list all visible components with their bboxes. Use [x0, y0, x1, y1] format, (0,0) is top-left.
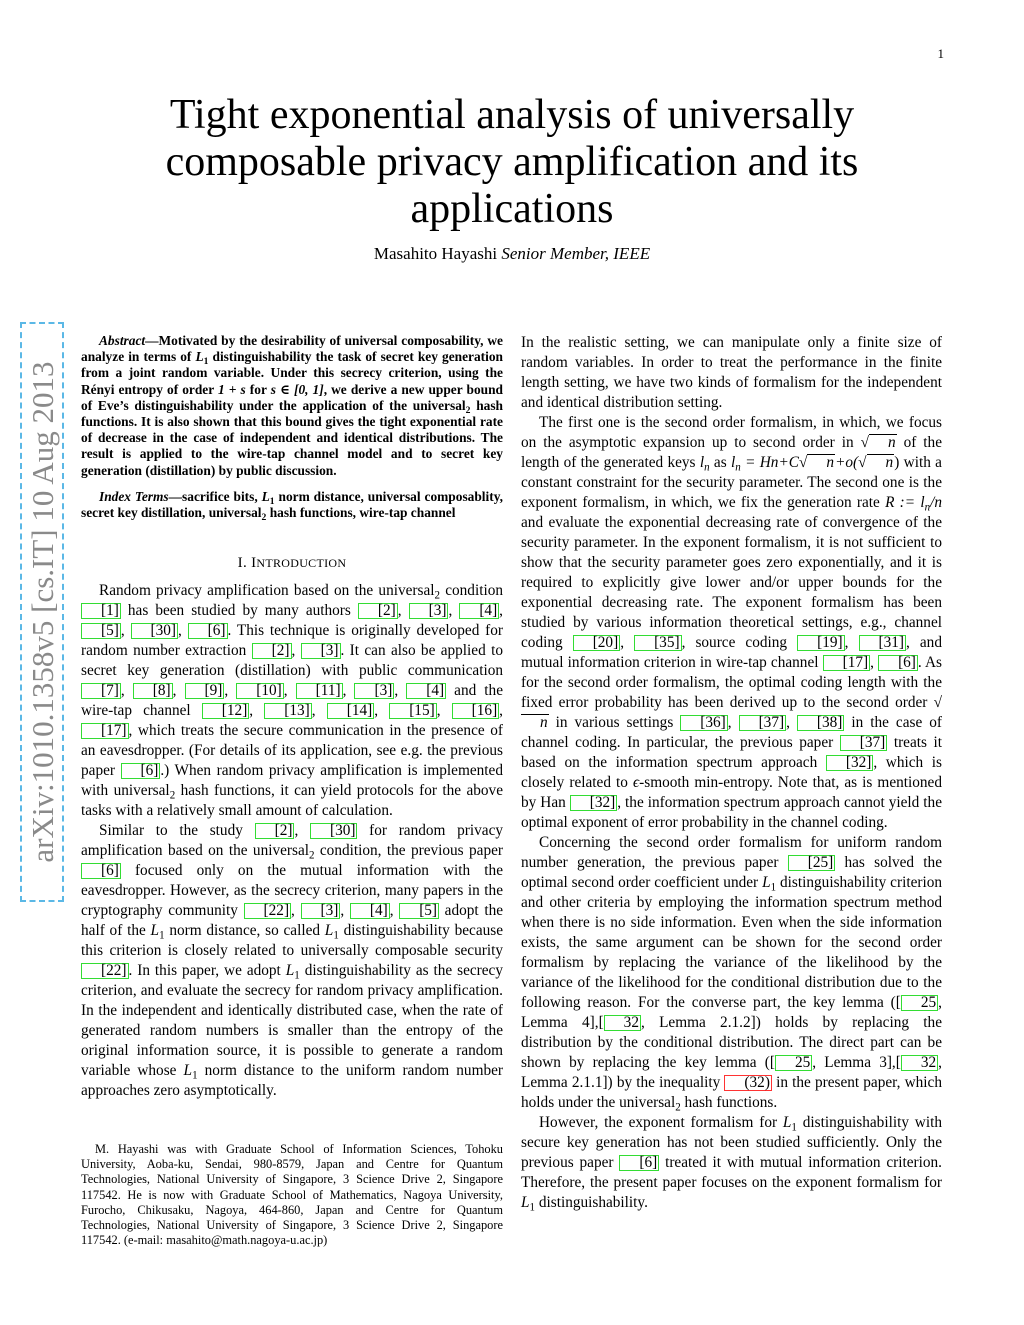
math-L1: L [261, 488, 270, 504]
text: hash functions, it can yield protocols for the above tasks with a relatively small amount of calculation. [81, 782, 503, 820]
citation-link[interactable]: [32] [570, 795, 618, 811]
text: has solved the optimal second order coefficient under [521, 854, 942, 891]
citation-link[interactable]: [4] [459, 603, 499, 619]
citation-link[interactable]: [3] [301, 903, 341, 919]
citation-link[interactable]: [35] [634, 635, 682, 651]
text: adopt the half of the [81, 902, 504, 940]
citation-link[interactable]: [5] [399, 903, 439, 919]
abstract-text: hash functions. It is also shown that this bound gives the tight exponential rate of decrease in the case of independent and identical distributions. The result is applied to the wire-tap channel model and to secret key generation (distillation) by public discussion. [81, 397, 503, 478]
abstract-text: for [245, 381, 271, 397]
citation-link[interactable]: [7] [81, 683, 121, 699]
citation-link[interactable]: [3] [301, 643, 341, 659]
text: [ [895, 994, 901, 1011]
citation-link[interactable]: [10] [236, 683, 284, 699]
index-terms [81, 489, 503, 521]
text: , Lemma 2.1.1]) [521, 1054, 942, 1091]
abstract-text: —Motivated by the desirability of universal composability, we analyze in terms of [81, 333, 503, 365]
text: focused only on the mutual information with the eavesdropper. However, as the secrecy criterion, many papers in the cryptography community [81, 862, 503, 920]
paper-title: Tight exponential analysis of universally composable privacy amplification and its applications [165, 92, 859, 232]
text: norm distance, so called [164, 922, 325, 940]
citation-link[interactable]: [3] [409, 603, 449, 619]
citation-link[interactable]: [4] [350, 903, 390, 919]
text: of the length of the generated keys [521, 434, 942, 471]
math-L1: L [521, 1194, 530, 1211]
math-sub: 1 [770, 881, 777, 894]
index-terms-text: —sacrifice bits, [168, 488, 262, 504]
intro-paragraph-4: The first one is the second order formalism, in which, we focus on the asymptotic expansion up to second order in √ n of the length of the generated keys $l_n$ as $l_n = Hn+C√$ n+o(√ n) with a constant constraint for the security parameter. The second one is the exponent formalism, in which, we fix the generation rate R := $l_n/n$ and evaluate the exponential decreasing rate of convergence of the security parameter. In the exponent formalism, it is not sufficient to show that the security parameter goes zero exponentially, and it is required to explicitly give lower and/or upper bounds for the exponential decreasing rate. The exponent formalism has been studied by various information theoretical settings, e.g., channel coding [20] , [35] , source coding [19] , [31] , and mutual information criterion in wire-tap channel [17] , [6] . As for the second order formalism, the optimal coding length with the fixed error probability has been derived up to the second order √n in various settings [36] , [37] , [38] in the case of channel coding. In particular, the previous paper [37] treats it based on the information spectrum approach [32] , which is closely related to ϵ-smooth min-entropy. Note that, as is mentioned by Han [32] , the information spectrum approach cannot yield the optimal exponent of error probability in the channel coding. [521, 414, 943, 831]
left-column [81, 333, 503, 1101]
text: condition [440, 582, 504, 600]
citation-link[interactable]: 32 [901, 1055, 938, 1071]
math-sub: 2 [675, 1101, 681, 1114]
abstract-label: Abstract [99, 333, 146, 348]
section-title-initial: I [251, 555, 257, 572]
text: Similar to the study [99, 822, 255, 840]
citation-link[interactable]: [6] [878, 655, 918, 671]
text: . In this paper, we adopt [128, 962, 286, 980]
intro-paragraph-3: In the realistic setting, we can manipulate only a finite size of random variables. In order to treat the performance in the finite length setting, we have two kinds of formalism for the independent and identical distribution setting. [521, 334, 942, 411]
citation-link[interactable]: [6] [619, 1155, 659, 1171]
math-sub: n [704, 461, 710, 474]
intro-paragraph-6 [521, 1113, 942, 1213]
text: [ [598, 1014, 604, 1031]
text: with a constant constraint for the security parameter. The second one is the exponent formalism, in which, we fix the generation rate [521, 454, 942, 511]
text: , which treats the secure communication in the presence of an eavesdropper. (For details of its application, see e.g. the previous paper [81, 722, 503, 780]
text: and evaluate the exponential decreasing rate of convergence of the security parameter. In the exponent formalism, it is not sufficient to show that the security parameter goes zero exponentially, and it is required to explicitly give lower and/or upper bounds for the exponential decreasing rate. The exponent formalism has been studied by various information theoretical settings, e.g., channel coding [521, 514, 942, 651]
math-sub: 1 [791, 1121, 797, 1134]
text: distinguishability as the secrecy criterion, and evaluate the secrecy for random privacy amplification. In the independent and identically distributed case, when the rate of generated random numbers is smaller than the entropy of the original information source, it is possible to generate a random variable whose [81, 962, 503, 1080]
citation-link[interactable]: [37] [739, 715, 787, 731]
section-title-rest: NTRODUCTION [256, 556, 347, 571]
text: .) When random privacy amplification is implemented with universal [81, 762, 503, 800]
citation-link[interactable]: [1] [81, 603, 121, 619]
author-footnote: M. Hayashi was with Graduate School of Information Sciences, Tohoku University, Aoba-ku, Sendai, 980-8579, Japan and Centre for Quantum Technologies, National University of Singapore, 3 Science Drive 2, Singapore 117542. He is now with Graduate School of Mathematics, Nagoya University, Furocho, Chikusaku, Nagoya, 464-860, Japan and Centre for Quantum Technologies, National University of Singapore, 3 Science Drive 2, Singapore 117542. (e-mail: masahito@math.nagoya-u.ac.jp) [81, 1142, 503, 1248]
math-L1: L [782, 1114, 792, 1131]
text: Concerning the second order formalism for uniform random number generation, the previous paper [521, 834, 942, 871]
citation-link[interactable]: [17] [81, 723, 129, 739]
math-sqrt-n: n [869, 434, 897, 451]
math-sub: 2 [169, 789, 176, 802]
citation-link[interactable]: [13] [264, 703, 312, 719]
citation-link[interactable]: [2] [255, 823, 295, 839]
math-epsilon: ϵ [632, 774, 640, 791]
abstract-text: , we derive a new upper bound of Eve’s distinguishability under the application of the universal [81, 381, 504, 413]
text: , which is closely related to [521, 754, 943, 791]
citation-link[interactable]: [2] [358, 603, 398, 619]
arxiv-stamp[interactable]: arXiv:1010.1358v5 [cs.IT] 10 Aug 2013 [25, 361, 60, 863]
math-sub: 2 [434, 589, 440, 602]
text: in various settings [548, 714, 681, 731]
math-l: l [699, 454, 705, 471]
author-affiliation: Senior Member, IEEE [501, 244, 651, 263]
text: condition, the previous paper [314, 842, 503, 860]
citation-link[interactable]: [14] [327, 703, 375, 719]
math-L1: L [183, 1062, 193, 1080]
citation-link[interactable]: [12] [202, 703, 250, 719]
citation-link[interactable]: [19] [797, 635, 845, 651]
citation-link[interactable]: [22] [81, 963, 129, 979]
index-terms-label: Index Terms [99, 488, 169, 504]
citation-link[interactable]: 32 [604, 1015, 641, 1031]
text: -smooth min-entropy. Note that, as is mentioned by Han [521, 774, 942, 811]
text: treated it with mutual information criterion. Therefore, the present paper focuses on the exponent formalism for [521, 1154, 942, 1191]
citation-link[interactable]: [11] [296, 683, 343, 699]
text: as [709, 454, 732, 471]
intro-paragraph-1: Random privacy amplification based on the universal$_2$ condition [1] has been studied by many authors [2] , [3] , [4] , [5] , [30] , [6] . This technique is originally developed for random number extraction [2] , [3] . It can also be applied to secret key generation (distillation) with public communication [7] , [8] , [9] , [10] , [11] , [3] , [4] and the wire-tap channel [12] , [13] , [14] , [15] , [16] , [17] , which treats the secure communication in the presence of an eavesdropper. (For details of its application, see e.g. the previous paper [6] .) When random privacy amplification is implemented with universal$_2$ hash functions, it can yield protocols for the above tasks with a relatively small amount of calculation. [81, 582, 504, 820]
text: However, the exponent formalism for [539, 1114, 783, 1131]
index-terms-text: norm distance, universal composablity, secret key distillation, universal [81, 488, 503, 521]
text: for random privacy amplification based on the universal [81, 822, 504, 860]
math-L1: L [762, 874, 771, 891]
text: in the case of channel coding. In particular, the previous paper [521, 714, 942, 751]
math-sqrt-n: n [867, 454, 895, 471]
math-sub: n [735, 461, 741, 474]
citation-link[interactable]: [2] [252, 643, 292, 659]
math-L1: L [150, 922, 160, 940]
citation-link[interactable]: [3] [354, 683, 394, 699]
citation-link[interactable]: [6] [81, 863, 121, 879]
citation-link[interactable]: [16] [452, 703, 500, 719]
citation-link[interactable]: [17] [823, 655, 871, 671]
text: Random privacy amplification based on the universal [99, 582, 435, 600]
math-over-n: /n [930, 494, 942, 511]
text: by the inequality [616, 1074, 725, 1091]
author-line [150, 244, 874, 264]
citation-link[interactable]: 25 [901, 995, 938, 1011]
citation-link[interactable]: [32] [826, 755, 874, 771]
text: has been studied by many authors [120, 602, 358, 620]
citation-link[interactable]: [22] [244, 903, 292, 919]
citation-link[interactable]: [31] [859, 635, 907, 651]
equation-link[interactable]: (32) [724, 1075, 772, 1091]
math-sub: 1 [269, 495, 275, 507]
math-rate-def: := l [894, 494, 925, 511]
math-l: l [731, 454, 736, 471]
abstract [81, 333, 503, 479]
math-sub: 2 [261, 511, 267, 523]
math-expansion: = Hn+C [740, 454, 799, 471]
text: in the present paper, which holds under the universal [521, 1074, 942, 1111]
math-R: R [885, 494, 895, 511]
citation-link[interactable]: [8] [133, 683, 173, 699]
text: , the information spectrum approach cannot yield the optimal exponent of error probability in the channel coding. [521, 794, 942, 831]
text: . As for the second order formalism, the optimal coding length with the fixed error probability has been derived up to the second order [521, 654, 942, 711]
section-number: I. [237, 555, 252, 572]
intro-paragraph-2: Similar to the study [2] , [30] for random privacy amplification based on the universal$_2$ condition, the previous paper [6] focused only on the mutual information with the eavesdropper. However, as the secrecy criterion, many papers in the cryptography community [22] , [3] , [4] , [5] adopt the half of the $L_1$ norm distance, so called $L_1$ distinguishability because this criterion is closely related to universally composable security [22] . In this paper, we adopt $L_1$ distinguishability as the secrecy criterion, and evaluate the secrecy for random privacy amplification. In the independent and identically distributed case, when the rate of generated random numbers is smaller than the entropy of the original information source, it is possible to generate a random variable whose $L_1$ norm distance to the uniform random number approaches zero asymptotically. [81, 822, 504, 1100]
intro-paragraph-5 [521, 833, 942, 1113]
index-terms-text: hash functions, wire-tap channel [266, 505, 456, 521]
text: distinguishability with secure key generation has not been studied sufficiently. Only the previous paper [521, 1114, 942, 1171]
citation-link[interactable]: 25 [775, 1055, 812, 1071]
text: distinguishability because this criterion is closely related to universally composable security [81, 922, 504, 960]
math-L1: L [285, 962, 295, 980]
math-sub: n [924, 501, 931, 514]
text: , and mutual information criterion in wire-tap channel [521, 634, 942, 671]
text: . It can also be applied to secret key generation (distillation) with public communication [81, 642, 503, 680]
math-sub: 1 [529, 1201, 536, 1214]
text: and the wire-tap channel [81, 682, 503, 720]
right-column [521, 333, 942, 1213]
math-little-o: +o( [835, 454, 859, 471]
citation-link[interactable]: [25] [788, 855, 836, 871]
text: distinguishability criterion and other criteria by employing the information spectrum method when there is no side information. Even when the side information exists, the same argument can be shown for the second order formalism by replacing the variance of the likelihood by the variance of the likelihood for the conditional distribution due to the following reason. For the converse part, the key lemma ( [521, 874, 942, 1011]
text: [ [895, 1054, 901, 1071]
section-heading-introduction [81, 553, 503, 573]
math-sub: 2 [465, 404, 471, 416]
citation-link[interactable]: [36] [680, 715, 728, 731]
text: The first one is the second order formalism, in which, we focus on the asymptotic expansion up to second order in [521, 414, 942, 451]
math-sub: 1 [294, 969, 300, 982]
citation-link[interactable]: [6] [188, 623, 228, 639]
text: treats it based on the information spectrum approach [521, 734, 943, 771]
math-L1: L [324, 922, 334, 940]
math-paren: ) [894, 454, 900, 471]
text: , Lemma 2.1.2]) [640, 1014, 776, 1031]
text: holds by replacing the distribution by the conditional distribution. The direct part can be shown by replacing the key lemma ( [521, 1014, 942, 1071]
citation-link[interactable]: [9] [185, 683, 225, 699]
citation-link[interactable]: [30] [131, 623, 179, 639]
citation-link[interactable]: [20] [573, 635, 621, 651]
citation-link[interactable]: [5] [81, 623, 121, 639]
text: distinguishability. [535, 1194, 648, 1211]
citation-link[interactable]: [4] [406, 683, 446, 699]
math-sub: 1 [192, 1069, 198, 1082]
abstract-text: distinguishability the task of secret key generation from a joint random variable. Under this secrecy criterion, using the Rényi entropy of order [81, 349, 503, 397]
math-sqrt-n: n [521, 714, 549, 731]
text: [ [769, 1054, 775, 1071]
math-sub: 1 [203, 356, 209, 368]
citation-link[interactable]: [37] [840, 735, 888, 751]
text: , [178, 622, 188, 640]
text: , Lemma 3], [812, 1054, 896, 1071]
citation-link[interactable]: [6] [121, 763, 161, 779]
citation-link[interactable]: [15] [389, 703, 437, 719]
text: norm distance to the uniform random number approaches zero asymptotically. [81, 1062, 503, 1100]
math-s-range: s ∈ [0, 1] [270, 381, 324, 397]
text: , source coding [681, 634, 798, 651]
citation-link[interactable]: [30] [310, 823, 358, 839]
math-sub: 1 [159, 929, 165, 942]
text: hash functions. [680, 1094, 778, 1111]
citation-link[interactable]: [38] [797, 715, 845, 731]
page-number: 1 [937, 46, 944, 61]
math-sub: 2 [309, 849, 315, 862]
math-L1: L [195, 349, 204, 365]
math-sub: 1 [333, 929, 339, 942]
text: , Lemma 4], [521, 994, 942, 1031]
math-sqrt-n: n [807, 454, 835, 471]
author-name: Masahito Hayashi [373, 244, 498, 263]
math-one-plus-s: 1 + s [218, 381, 246, 397]
text: . This technique is originally developed for random number extraction [81, 622, 504, 660]
